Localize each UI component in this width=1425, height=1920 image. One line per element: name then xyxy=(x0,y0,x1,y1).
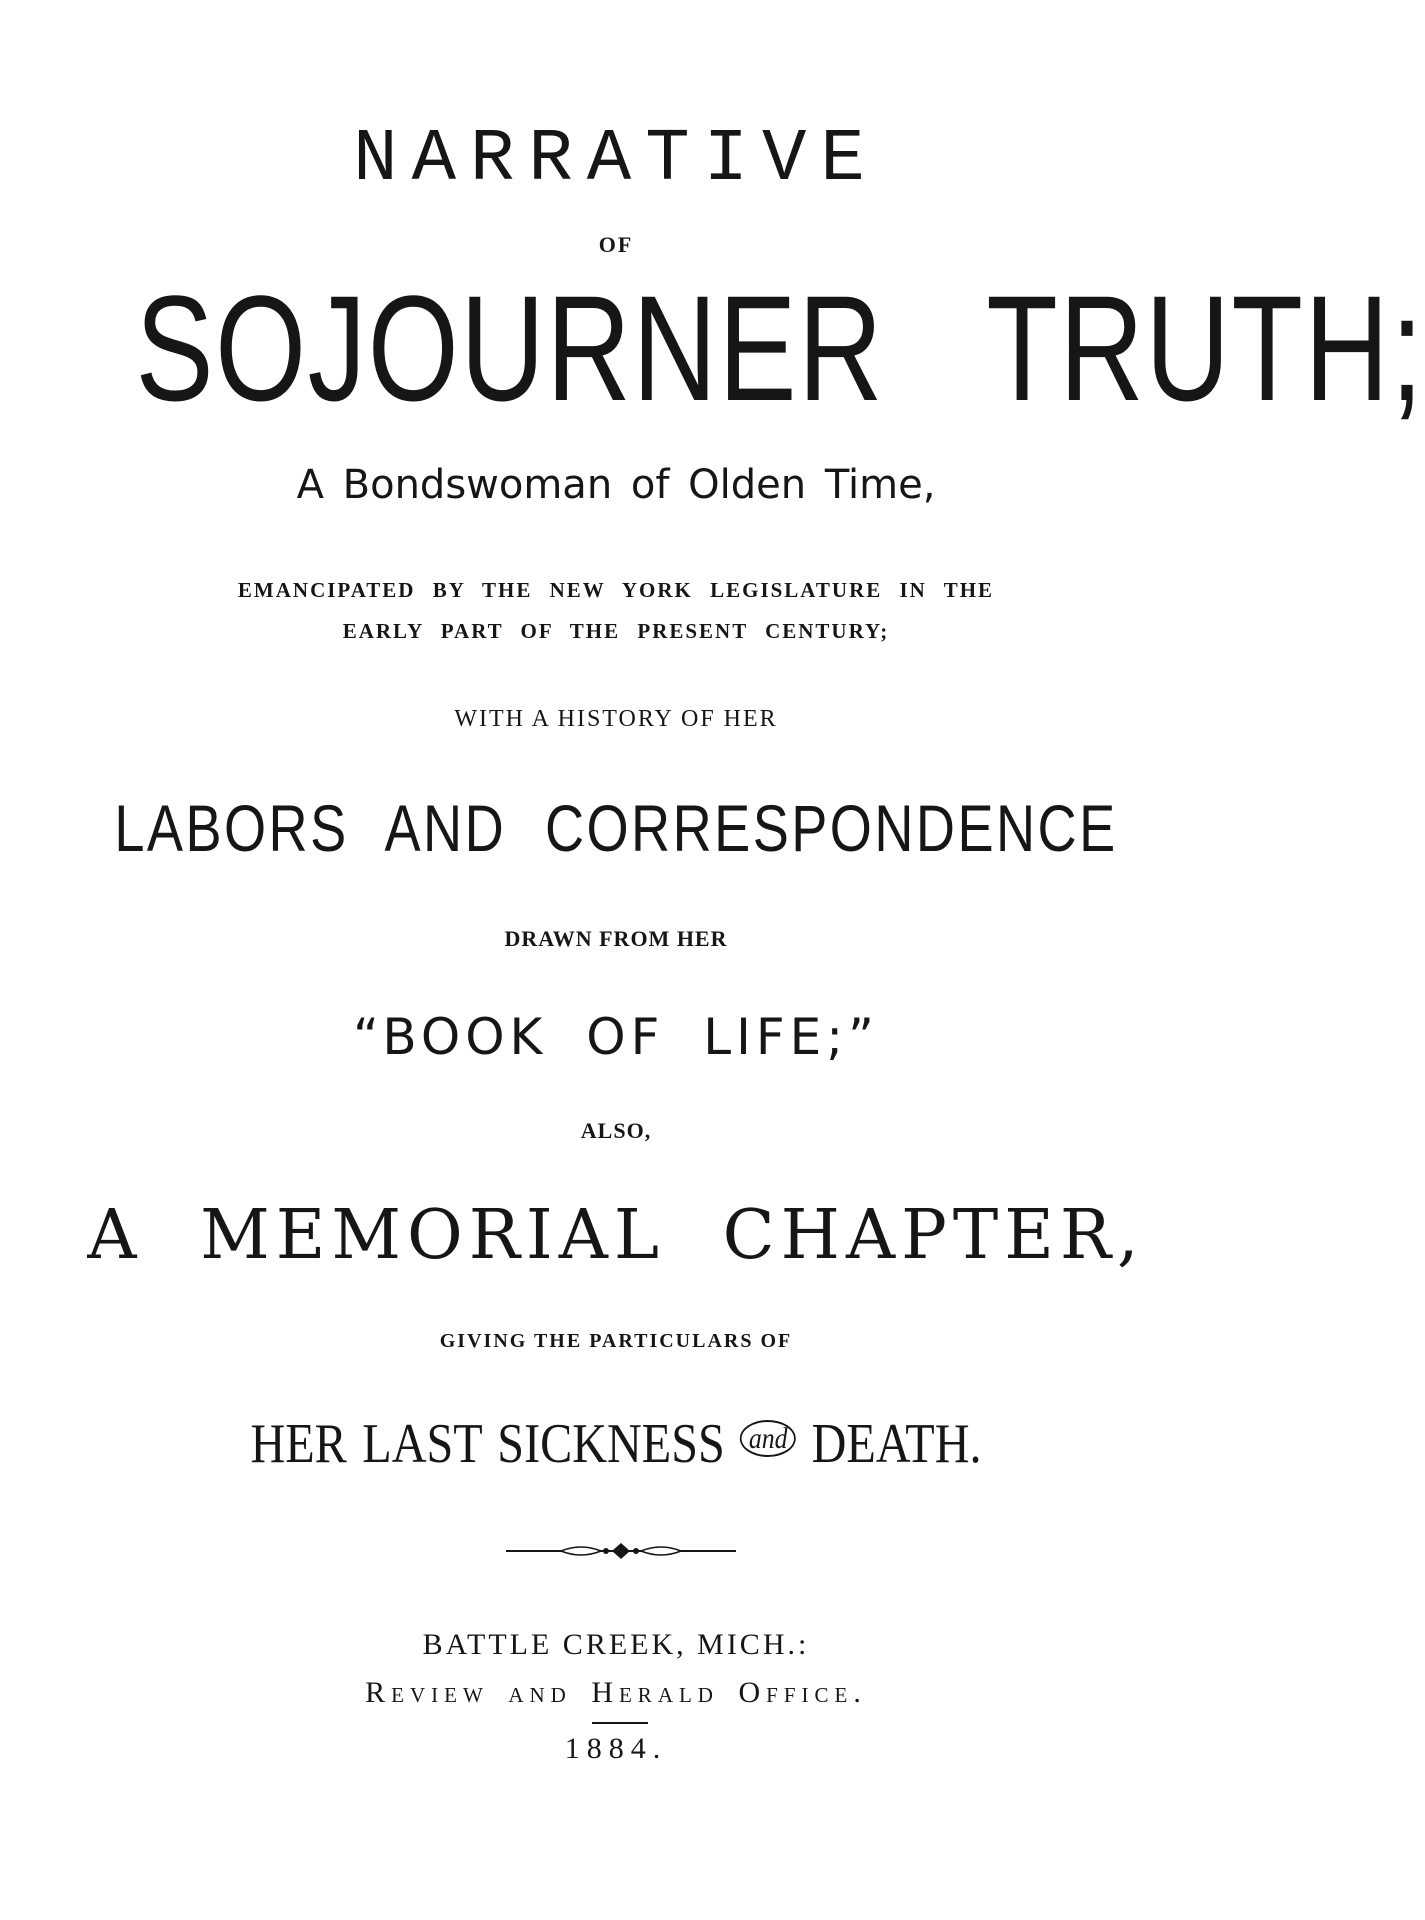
also-label: ALSO, xyxy=(580,1118,652,1143)
publication-year: 1884. xyxy=(564,1732,668,1765)
title-last-name: TRUTH; xyxy=(986,264,1425,432)
narrative-heading: NARRATIVE xyxy=(353,118,879,202)
book-of-life-heading: “BOOK OF LIFE;” xyxy=(353,1008,879,1066)
publisher-office: Review and Herald Office. xyxy=(365,1676,867,1709)
publisher-city: BATTLE CREEK, MICH.: xyxy=(422,1628,810,1661)
emancipation-line-2: EARLY PART OF THE PRESENT CENTURY; xyxy=(342,619,890,643)
year-rule xyxy=(592,1722,648,1724)
subtitle: A Bondswoman of Olden Time, xyxy=(296,462,936,508)
title-first-name: SOJOURNER xyxy=(135,264,885,432)
last-sickness-heading xyxy=(86,1412,1146,1476)
giving-line: GIVING THE PARTICULARS OF xyxy=(439,1330,793,1352)
history-line: WITH A HISTORY OF HER xyxy=(454,706,778,732)
memorial-chapter-heading: A MEMORIAL CHAPTER, xyxy=(87,1196,1145,1275)
of-label: OF xyxy=(598,232,634,257)
drawn-line: DRAWN FROM HER xyxy=(504,926,728,951)
main-title xyxy=(135,262,1425,435)
ornament-divider xyxy=(506,1540,736,1562)
death-text: DEATH. xyxy=(811,1413,982,1475)
labors-heading: LABORS AND CORRESPONDENCE xyxy=(114,791,1118,865)
emancipation-line-1: EMANCIPATED BY THE NEW YORK LEGISLATURE IN THE xyxy=(237,578,995,602)
and-ligature: and xyxy=(740,1420,796,1457)
last-sickness-text: HER LAST SICKNESS xyxy=(250,1413,725,1475)
